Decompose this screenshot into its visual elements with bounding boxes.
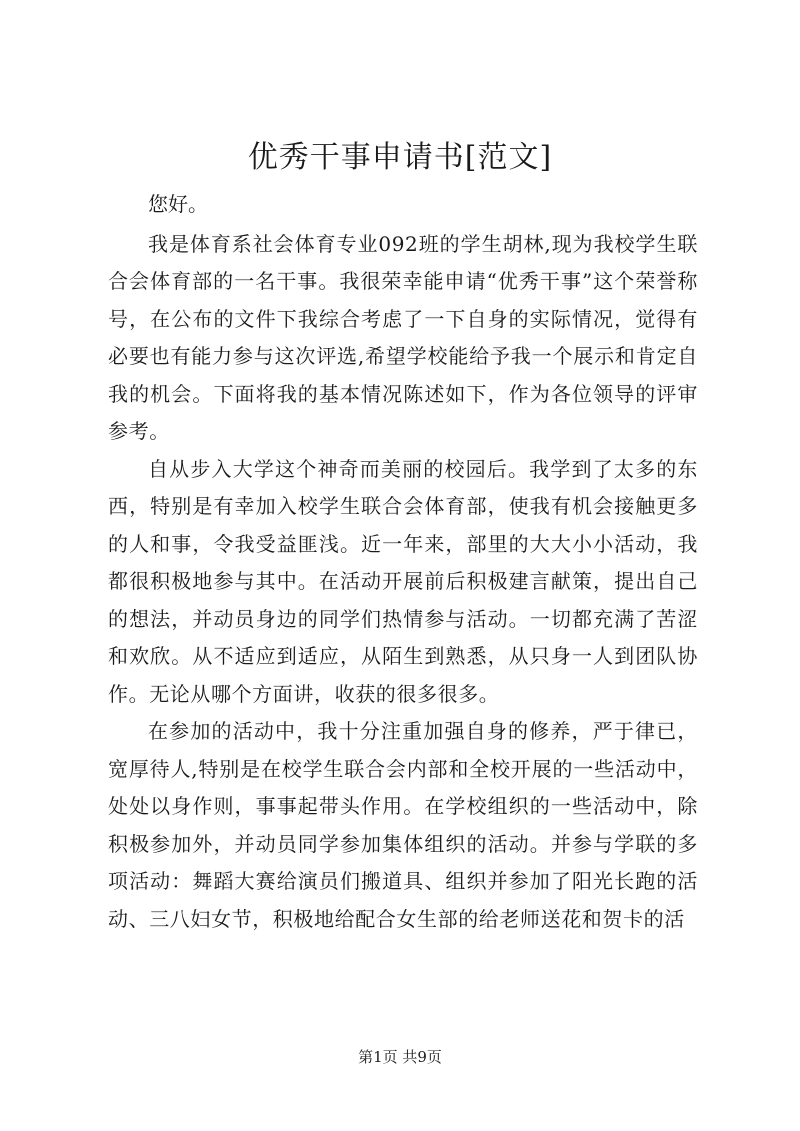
- paragraph-2: 自从步入大学这个神奇而美丽的校园后。我学到了太多的东西，特别是有幸加入校学生联合会体育部，使我有机会接触更多的人和事，令我受益匪浅。近一年来，部里的大大小小活动，我都很积极地参与其中。在活动开展前后积极建言献策，提出自己的想法，并动员身边的同学们热情参与活动。一切都充满了苦涩和欢欣。从不适应到适应，从陌生到熟悉，从只身一人到团队协作。无论从哪个方面讲，收获的很多很多。: [108, 456, 698, 706]
- document-title: 优秀干事申请书[范文]: [247, 140, 553, 175]
- document-body: [108, 186, 698, 938]
- paragraph-1: 我是体育系社会体育专业092班的学生胡林,现为我校学生联合会体育部的一名干事。我很荣幸能申请“优秀干事”这个荣誉称号，在公布的文件下我综合考虑了一下自身的实际情况，觉得有必要也有能力参与这次评选,希望学校能给予我一个展示和肯定自我的机会。下面将我的基本情况陈述如下，作为各位领导的评审参考。: [108, 231, 698, 443]
- page-number-footer: 第1页 共9页: [358, 1048, 442, 1066]
- greeting: 您好。: [148, 192, 208, 216]
- paragraph-3: 在参加的活动中，我十分注重加强自身的修养，严于律已，宽厚待人,特别是在校学生联合会内部和全校开展的一些活动中，处处以身作则，事事起带头作用。在学校组织的一些活动中，除积极参加外，并动员同学参加集体组织的活动。并参与学联的多项活动：舞蹈大赛给演员们搬道具、组织并参加了阳光长跑的活动、三八妇女节，积极地给配合女生部的给老师送花和贺卡的活: [108, 719, 698, 931]
